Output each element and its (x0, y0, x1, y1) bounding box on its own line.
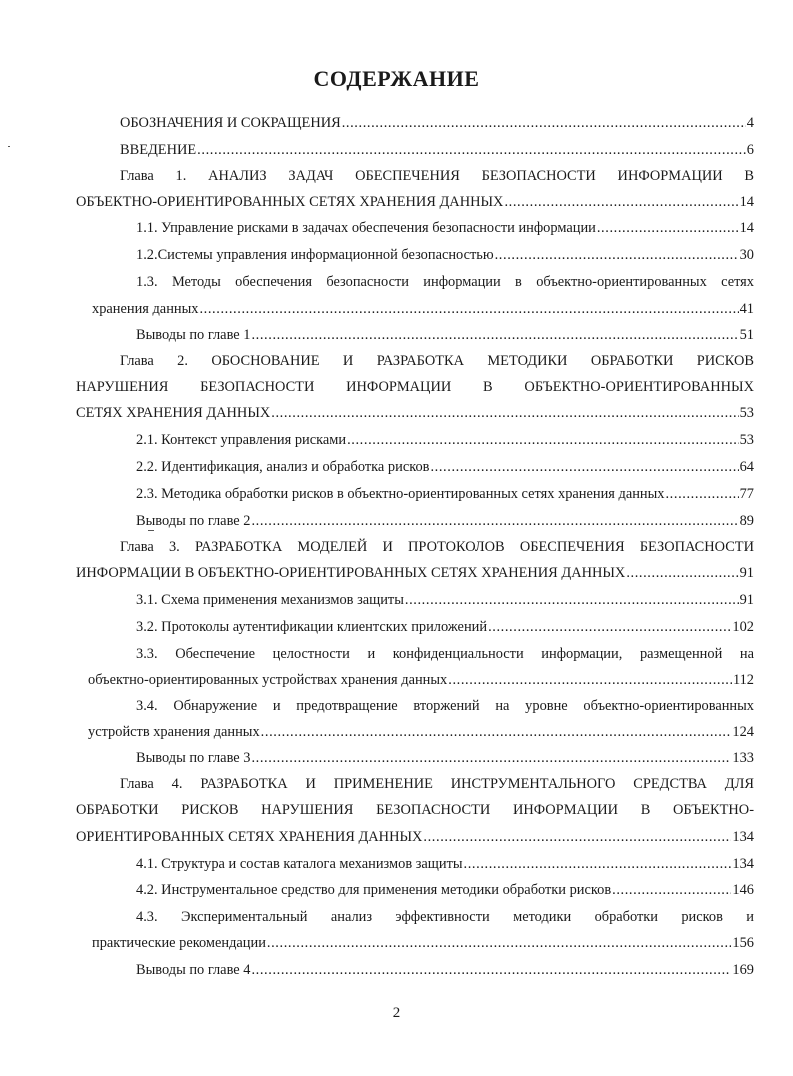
page-ref: 89 (739, 513, 754, 529)
page-ref: 30 (739, 247, 754, 263)
page-ref: 112 (732, 672, 754, 688)
page-ref: 64 (739, 459, 754, 475)
page-ref: 91 (739, 565, 754, 581)
toc-chapter-1-line-1[interactable]: Глава 1. АНАЛИЗ ЗАДАЧ ОБЕСПЕЧЕНИЯ БЕЗОПАСНОСТИ ИНФОРМАЦИИ В (120, 168, 754, 184)
toc-conclusion-3[interactable]: Выводы по главе 3 ..... 133 (136, 745, 754, 771)
toc-chapter-3-line-1[interactable]: Глава 3. РАЗРАБОТКА МОДЕЛЕЙ И ПРОТОКОЛОВ ОБЕСПЕЧЕНИЯ БЕЗОПАСНОСТИ (120, 539, 754, 555)
toc-section-1-3-line-1[interactable]: 1.3. Методы обеспечения безопасности информации в объектно-ориентированных сетях (136, 274, 754, 290)
toc-section-2-3[interactable]: 2.3. Методика обработки рисков в объектно-ориентированных сетях хранения данных ..... 77 (136, 481, 754, 507)
page-ref: 51 (739, 327, 754, 343)
dot-leader (197, 137, 746, 163)
dot-leader (261, 719, 732, 745)
page-ref: 14 (739, 194, 754, 210)
dot-leader (251, 957, 731, 983)
page-ref: 91 (739, 592, 754, 608)
page-ref: 156 (732, 935, 754, 951)
dot-leader (430, 454, 738, 480)
toc-section-4-3-line-1[interactable]: 4.3. Экспериментальный анализ эффективности методики обработки рисков и (136, 909, 754, 925)
page-ref: 134 (732, 829, 754, 845)
toc-section-2-2[interactable]: 2.2. Идентификация, анализ и обработка рисков ..... 64 (136, 454, 754, 480)
page-ref: 146 (732, 882, 754, 898)
page-ref: 77 (739, 486, 754, 502)
dot-leader (342, 110, 746, 136)
toc-section-3-3-line-2[interactable]: объектно-ориентированных устройствах хранения данных ..... 112 (88, 667, 754, 693)
toc-section-1-2[interactable]: 1.2.Системы управления информационной безопасностью ..... 30 (136, 242, 754, 268)
toc-entry-introduction[interactable]: ВВЕДЕНИЕ ..... 6 (120, 137, 754, 163)
toc-section-1-3-line-2[interactable]: хранения данных ..... 41 (92, 296, 754, 322)
dot-leader (488, 614, 731, 640)
scan-speck (8, 146, 10, 147)
toc-chapter-3-line-2[interactable]: ИНФОРМАЦИИ В ОБЪЕКТНО-ОРИЕНТИРОВАННЫХ СЕТЯХ ХРАНЕНИЯ ДАННЫХ ..... 91 (76, 560, 754, 586)
page-ref: 102 (732, 619, 754, 635)
toc-section-4-2[interactable]: 4.2. Инструментальное средство для применения методики обработки рисков ..... 146 (136, 877, 754, 903)
dot-leader (495, 242, 739, 268)
page-ref: 41 (739, 301, 754, 317)
dot-leader (405, 587, 739, 613)
toc-chapter-4-line-2[interactable]: ОБРАБОТКИ РИСКОВ НАРУШЕНИЯ БЕЗОПАСНОСТИ ИНФОРМАЦИИ В ОБЪЕКТНО- (76, 802, 754, 818)
page-ref: 53 (739, 432, 754, 448)
dot-leader (597, 215, 739, 241)
toc-conclusion-1[interactable]: Выводы по главе 1 ..... 51 (136, 322, 754, 348)
toc-chapter-2-line-2[interactable]: НАРУШЕНИЯ БЕЗОПАСНОСТИ ИНФОРМАЦИИ В ОБЪЕКТНО-ОРИЕНТИРОВАННЫХ (76, 379, 754, 395)
dot-leader (423, 824, 731, 850)
dot-leader (271, 400, 738, 426)
toc-section-1-1[interactable]: 1.1. Управление рисками в задачах обеспечения безопасности информации ..... 14 (136, 215, 754, 241)
page-ref: 4 (746, 115, 754, 131)
toc-section-3-4-line-2[interactable]: устройств хранения данных ..... 124 (88, 719, 754, 745)
toc-section-3-1[interactable]: 3.1. Схема применения механизмов защиты ..... 91 (136, 587, 754, 613)
toc-section-4-1[interactable]: 4.1. Структура и состав каталога механизмов защиты ..... 134 (136, 851, 754, 877)
dot-leader (199, 296, 738, 322)
toc-chapter-2-line-1[interactable]: Глава 2. ОБОСНОВАНИЕ И РАЗРАБОТКА МЕТОДИКИ ОБРАБОТКИ РИСКОВ (120, 353, 754, 369)
dot-leader (251, 322, 738, 348)
scan-speck (148, 530, 154, 531)
toc-section-4-3-line-2[interactable]: практические рекомендации ..... 156 (92, 930, 754, 956)
page-ref: 53 (739, 405, 754, 421)
toc-section-3-4-line-1[interactable]: 3.4. Обнаружение и предотвращение вторжений на уровне объектно-ориентированных (136, 698, 754, 714)
dot-leader (267, 930, 732, 956)
dot-leader (504, 189, 738, 215)
page-ref: 6 (746, 142, 754, 158)
dot-leader (665, 481, 738, 507)
toc-conclusion-2[interactable]: Выводы по главе 2 ..... 89 (136, 508, 754, 534)
page-title: СОДЕРЖАНИЕ (313, 66, 480, 91)
page-ref: 14 (739, 220, 754, 236)
toc-section-3-3-line-1[interactable]: 3.3. Обеспечение целостности и конфиденциальности информации, размещенной на (136, 646, 754, 662)
dot-leader (347, 427, 739, 453)
page-ref: 134 (732, 856, 754, 872)
page-ref: 133 (732, 750, 754, 766)
toc-conclusion-4[interactable]: Выводы по главе 4 ..... 169 (136, 957, 754, 983)
toc-entry-abbreviations[interactable]: ОБОЗНАЧЕНИЯ И СОКРАЩЕНИЯ ..... 4 (120, 110, 754, 136)
toc-chapter-4-line-1[interactable]: Глава 4. РАЗРАБОТКА И ПРИМЕНЕНИЕ ИНСТРУМЕНТАЛЬНОГО СРЕДСТВА ДЛЯ (120, 776, 754, 792)
dot-leader (448, 667, 732, 693)
dot-leader (626, 560, 738, 586)
toc-section-2-1[interactable]: 2.1. Контекст управления рисками ..... 53 (136, 427, 754, 453)
toc-chapter-2-line-3[interactable]: СЕТЯХ ХРАНЕНИЯ ДАННЫХ ..... 53 (76, 400, 754, 426)
dot-leader (612, 877, 731, 903)
dot-leader (251, 745, 731, 771)
toc-chapter-4-line-3[interactable]: ОРИЕНТИРОВАННЫХ СЕТЯХ ХРАНЕНИЯ ДАННЫХ ..... 134 (76, 824, 754, 850)
page-number: 2 (392, 1005, 401, 1021)
page-ref: 124 (732, 724, 754, 740)
toc-section-3-2[interactable]: 3.2. Протоколы аутентификации клиентских приложений ..... 102 (136, 614, 754, 640)
dot-leader (251, 508, 738, 534)
dot-leader (464, 851, 732, 877)
page-ref: 169 (732, 962, 754, 978)
toc-chapter-1-line-2[interactable]: ОБЪЕКТНО-ОРИЕНТИРОВАННЫХ СЕТЯХ ХРАНЕНИЯ ДАННЫХ ..... 14 (76, 189, 754, 215)
